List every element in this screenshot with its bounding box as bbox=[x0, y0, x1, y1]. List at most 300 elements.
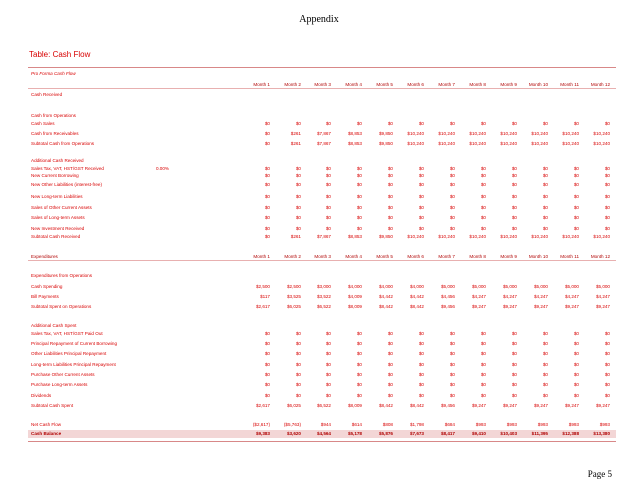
value-cell: $10,240 bbox=[531, 141, 548, 146]
value-cell: $0 bbox=[542, 351, 548, 356]
table-row bbox=[28, 172, 616, 180]
value-cell: $0 bbox=[542, 362, 548, 367]
value-cell: $0 bbox=[449, 121, 455, 126]
value-cell: $0 bbox=[295, 173, 301, 178]
value-cell: $0 bbox=[356, 205, 362, 210]
value-cell: $0 bbox=[542, 121, 548, 126]
value-cell: $0 bbox=[295, 215, 301, 220]
value-cell: $0 bbox=[449, 331, 455, 336]
value-cell: $10,240 bbox=[469, 141, 486, 146]
value-cell: $7,867 bbox=[316, 234, 331, 239]
month-header-cell: Month 3 bbox=[314, 254, 331, 259]
month-header-cell: Month 8 bbox=[469, 82, 486, 87]
value-cell: $2,617 bbox=[255, 403, 270, 408]
value-cell: $0 bbox=[387, 331, 393, 336]
row-label: Purchase Other Current Assets bbox=[31, 372, 95, 377]
table-title: Table: Cash Flow bbox=[29, 50, 91, 59]
value-cell: $0 bbox=[387, 121, 393, 126]
value-cell: $0 bbox=[511, 341, 517, 346]
value-cell: $0 bbox=[573, 226, 579, 231]
month-header-cell: Month 5 bbox=[376, 254, 393, 259]
tax-rate-cell: 0.00% bbox=[155, 166, 169, 171]
row-label: New Other Liabilities (interest-free) bbox=[31, 182, 102, 187]
row-label: Cash Sales bbox=[31, 121, 55, 126]
value-cell: $0 bbox=[604, 205, 610, 210]
value-cell: $10,240 bbox=[562, 131, 579, 136]
value-cell: $4,247 bbox=[533, 294, 548, 299]
value-cell: $5,876 bbox=[378, 431, 393, 436]
value-cell: $10,240 bbox=[438, 131, 455, 136]
value-cell: $0 bbox=[418, 362, 424, 367]
row-divider bbox=[28, 88, 616, 89]
month-header-cell: Month 9 bbox=[500, 254, 517, 259]
value-cell: $0 bbox=[264, 382, 270, 387]
row-label: Principal Repayment of Current Borrowing bbox=[31, 341, 118, 346]
value-cell: $10,240 bbox=[531, 131, 548, 136]
table-row bbox=[28, 272, 616, 280]
value-cell: $0 bbox=[356, 372, 362, 377]
value-cell: $4,564 bbox=[316, 431, 331, 436]
value-cell: $5,000 bbox=[440, 284, 455, 289]
value-cell: $0 bbox=[511, 226, 517, 231]
value-cell: $0 bbox=[604, 362, 610, 367]
value-cell: $0 bbox=[573, 215, 579, 220]
value-cell: $0 bbox=[449, 382, 455, 387]
value-cell: $0 bbox=[325, 341, 331, 346]
row-label: Subtotal Cash Spent bbox=[31, 403, 74, 408]
value-cell: $0 bbox=[264, 331, 270, 336]
value-cell: $0 bbox=[449, 205, 455, 210]
value-cell: $0 bbox=[325, 393, 331, 398]
value-cell: $0 bbox=[604, 372, 610, 377]
row-label: Cash from Receivables bbox=[31, 131, 79, 136]
value-cell: $0 bbox=[511, 121, 517, 126]
month-header-cell: Month 11 bbox=[560, 254, 579, 259]
table-row bbox=[28, 204, 616, 212]
table-row bbox=[28, 350, 616, 358]
value-cell: $0 bbox=[325, 215, 331, 220]
row-label: Sales of Other Current Assets bbox=[31, 205, 92, 210]
value-cell: $993 bbox=[506, 422, 517, 427]
table-row bbox=[28, 361, 616, 369]
value-cell: $0 bbox=[264, 141, 270, 146]
month-header-cell: Month 1 bbox=[253, 254, 270, 259]
month-header-cell: Month 10 bbox=[528, 254, 548, 259]
value-cell: $0 bbox=[511, 372, 517, 377]
value-cell: $0 bbox=[264, 205, 270, 210]
value-cell: $10,240 bbox=[407, 131, 424, 136]
value-cell: $0 bbox=[325, 226, 331, 231]
value-cell: $0 bbox=[573, 121, 579, 126]
value-cell: $10,403 bbox=[500, 431, 517, 436]
value-cell: $0 bbox=[418, 393, 424, 398]
value-cell: $0 bbox=[573, 351, 579, 356]
value-cell: $7,867 bbox=[316, 141, 331, 146]
value-cell: $0 bbox=[356, 215, 362, 220]
value-cell: $0 bbox=[325, 205, 331, 210]
value-cell: $0 bbox=[511, 205, 517, 210]
row-label: Cash from Operations bbox=[31, 113, 76, 118]
table-row bbox=[28, 181, 616, 189]
value-cell: $0 bbox=[573, 173, 579, 178]
value-cell: $0 bbox=[295, 341, 301, 346]
value-cell: $0 bbox=[604, 121, 610, 126]
value-cell: $117 bbox=[260, 294, 270, 299]
table-row bbox=[28, 340, 616, 348]
value-cell: $0 bbox=[480, 182, 486, 187]
table-row bbox=[28, 402, 616, 410]
value-cell: $9,850 bbox=[378, 141, 393, 146]
value-cell: $0 bbox=[264, 226, 270, 231]
value-cell: $0 bbox=[573, 372, 579, 377]
value-cell: $4,456 bbox=[440, 294, 455, 299]
value-cell: $4,000 bbox=[378, 284, 393, 289]
value-cell: $0 bbox=[418, 331, 424, 336]
value-cell: $0 bbox=[264, 182, 270, 187]
value-cell: $7,867 bbox=[316, 131, 331, 136]
value-cell: $0 bbox=[573, 331, 579, 336]
value-cell: $0 bbox=[449, 372, 455, 377]
cash-balance-row bbox=[28, 430, 616, 438]
value-cell: $0 bbox=[511, 362, 517, 367]
value-cell: $0 bbox=[264, 341, 270, 346]
value-cell: $0 bbox=[264, 131, 270, 136]
row-label: Dividends bbox=[31, 393, 52, 398]
row-label: Cash Spending bbox=[31, 284, 63, 289]
value-cell: $10,240 bbox=[438, 234, 455, 239]
table-row bbox=[28, 120, 616, 128]
value-cell: $0 bbox=[387, 341, 393, 346]
value-cell: $0 bbox=[511, 351, 517, 356]
value-cell: $0 bbox=[264, 351, 270, 356]
value-cell: $0 bbox=[449, 173, 455, 178]
value-cell: $9,247 bbox=[564, 304, 579, 309]
value-cell: $3,000 bbox=[316, 284, 331, 289]
value-cell: $4,000 bbox=[347, 284, 362, 289]
value-cell: $4,247 bbox=[471, 294, 486, 299]
value-cell: $2,500 bbox=[286, 284, 301, 289]
value-cell: $10,240 bbox=[500, 141, 517, 146]
table-row bbox=[28, 91, 616, 99]
value-cell: $0 bbox=[480, 351, 486, 356]
value-cell: $0 bbox=[480, 372, 486, 377]
value-cell: $8,853 bbox=[347, 234, 362, 239]
table-row bbox=[28, 157, 616, 165]
value-cell: $8,417 bbox=[440, 431, 455, 436]
month-header-cell: Month 3 bbox=[314, 82, 331, 87]
value-cell: $3,620 bbox=[286, 431, 301, 436]
month-header-cell: Month 11 bbox=[560, 82, 579, 87]
value-cell: $0 bbox=[325, 372, 331, 377]
value-cell: $0 bbox=[325, 351, 331, 356]
value-cell: $0 bbox=[356, 121, 362, 126]
value-cell: $4,000 bbox=[409, 284, 424, 289]
value-cell: $0 bbox=[542, 382, 548, 387]
value-cell: $12,388 bbox=[562, 431, 579, 436]
value-cell: $8,009 bbox=[347, 403, 362, 408]
value-cell: $0 bbox=[418, 121, 424, 126]
value-cell: $9,850 bbox=[378, 234, 393, 239]
value-cell: $5,000 bbox=[564, 284, 579, 289]
value-cell: $0 bbox=[511, 215, 517, 220]
value-cell: $0 bbox=[604, 226, 610, 231]
value-cell: $0 bbox=[295, 182, 301, 187]
month-header-cell: Month 10 bbox=[528, 82, 548, 87]
table-row bbox=[28, 371, 616, 379]
value-cell: $0 bbox=[449, 215, 455, 220]
row-label: New Current Borrowing bbox=[31, 173, 79, 178]
value-cell: $0 bbox=[604, 194, 610, 199]
value-cell: $6,522 bbox=[316, 304, 331, 309]
value-cell: $0 bbox=[387, 226, 393, 231]
month-header-cell: Month 2 bbox=[284, 82, 301, 87]
value-cell: $0 bbox=[387, 215, 393, 220]
value-cell: $0 bbox=[356, 382, 362, 387]
value-cell: $0 bbox=[325, 194, 331, 199]
value-cell: $0 bbox=[542, 226, 548, 231]
value-cell: $0 bbox=[604, 166, 610, 171]
value-cell: $944 bbox=[320, 422, 331, 427]
value-cell: $0 bbox=[542, 173, 548, 178]
value-cell: $0 bbox=[542, 182, 548, 187]
value-cell: $0 bbox=[356, 331, 362, 336]
month-header-cell: Month 8 bbox=[469, 254, 486, 259]
row-label: Expenditures bbox=[31, 254, 58, 259]
value-cell: $8,442 bbox=[409, 403, 424, 408]
value-cell: $0 bbox=[418, 166, 424, 171]
value-cell: $0 bbox=[604, 341, 610, 346]
value-cell: $4,247 bbox=[564, 294, 579, 299]
value-cell: $10,240 bbox=[593, 234, 610, 239]
value-cell: $0 bbox=[387, 351, 393, 356]
row-label: Other Liabilities Principal Repayment bbox=[31, 351, 107, 356]
value-cell: $4,009 bbox=[347, 294, 362, 299]
row-label: New Long-term Liabilities bbox=[31, 194, 83, 199]
value-cell: $9,247 bbox=[595, 403, 610, 408]
value-cell: $0 bbox=[356, 362, 362, 367]
value-cell: $8,442 bbox=[378, 304, 393, 309]
table-row bbox=[28, 130, 616, 138]
value-cell: $0 bbox=[604, 382, 610, 387]
value-cell: $10,240 bbox=[438, 141, 455, 146]
value-cell: $5,178 bbox=[347, 431, 362, 436]
value-cell: $10,240 bbox=[407, 141, 424, 146]
page-number: Page 5 bbox=[587, 469, 612, 479]
value-cell: $0 bbox=[264, 393, 270, 398]
value-cell: $10,240 bbox=[562, 234, 579, 239]
row-label: Cash Balance bbox=[31, 431, 62, 436]
table-row bbox=[28, 421, 616, 429]
value-cell: $0 bbox=[573, 393, 579, 398]
value-cell: $0 bbox=[295, 205, 301, 210]
value-cell: $261 bbox=[290, 131, 301, 136]
value-cell: $0 bbox=[480, 121, 486, 126]
row-label: New Investment Received bbox=[31, 226, 85, 231]
value-cell: $0 bbox=[264, 121, 270, 126]
value-cell: $0 bbox=[387, 194, 393, 199]
table-subtitle-row bbox=[28, 70, 616, 78]
value-cell: $11,395 bbox=[531, 431, 548, 436]
value-cell: $9,247 bbox=[471, 403, 486, 408]
table-row bbox=[28, 112, 616, 120]
value-cell: $0 bbox=[418, 341, 424, 346]
value-cell: $0 bbox=[511, 393, 517, 398]
value-cell: $0 bbox=[418, 194, 424, 199]
value-cell: $0 bbox=[295, 226, 301, 231]
table-row bbox=[28, 140, 616, 148]
value-cell: $0 bbox=[418, 351, 424, 356]
value-cell: $5,000 bbox=[533, 284, 548, 289]
value-cell: $10,240 bbox=[469, 131, 486, 136]
value-cell: $0 bbox=[542, 341, 548, 346]
value-cell: $0 bbox=[480, 205, 486, 210]
row-label: Subtotal Cash from Operations bbox=[31, 141, 95, 146]
value-cell: $0 bbox=[573, 341, 579, 346]
value-cell: $0 bbox=[356, 182, 362, 187]
row-label: Expenditures from Operations bbox=[31, 273, 93, 278]
value-cell: $10,240 bbox=[500, 131, 517, 136]
value-cell: $9,247 bbox=[595, 304, 610, 309]
value-cell: $6,522 bbox=[316, 403, 331, 408]
value-cell: $0 bbox=[604, 331, 610, 336]
value-cell: $0 bbox=[325, 166, 331, 171]
table-row bbox=[28, 193, 616, 201]
table-row bbox=[28, 293, 616, 301]
value-cell: $2,617 bbox=[255, 304, 270, 309]
value-cell: $0 bbox=[511, 194, 517, 199]
value-cell: $4,442 bbox=[378, 294, 393, 299]
value-cell: $0 bbox=[264, 372, 270, 377]
month-header-cell: Month 7 bbox=[438, 82, 455, 87]
value-cell: $0 bbox=[511, 166, 517, 171]
value-cell: $0 bbox=[604, 182, 610, 187]
value-cell: $0 bbox=[511, 173, 517, 178]
value-cell: $0 bbox=[573, 194, 579, 199]
value-cell: $0 bbox=[295, 351, 301, 356]
table-row bbox=[28, 322, 616, 330]
month-header-cell: Month 12 bbox=[590, 82, 610, 87]
value-cell: $9,383 bbox=[255, 431, 270, 436]
value-cell: $0 bbox=[542, 194, 548, 199]
value-cell: $10,240 bbox=[593, 141, 610, 146]
row-label: Sales Tax, VAT, HST/GST Paid Out bbox=[31, 331, 103, 336]
row-label: Purchase Long-term Assets bbox=[31, 382, 88, 387]
value-cell: $993 bbox=[537, 422, 548, 427]
value-cell: $10,240 bbox=[407, 234, 424, 239]
value-cell: $0 bbox=[542, 166, 548, 171]
value-cell: $0 bbox=[542, 215, 548, 220]
value-cell: $9,247 bbox=[533, 304, 548, 309]
value-cell: $0 bbox=[387, 182, 393, 187]
month-header-cell: Month 4 bbox=[345, 82, 362, 87]
value-cell: ($5,763) bbox=[283, 422, 301, 427]
value-cell: $7,673 bbox=[409, 431, 424, 436]
table-row bbox=[28, 233, 616, 241]
value-cell: $0 bbox=[480, 393, 486, 398]
month-header-cell: Month 9 bbox=[500, 82, 517, 87]
month-header-cell: Month 12 bbox=[590, 254, 610, 259]
value-cell: $0 bbox=[418, 173, 424, 178]
value-cell: $8,442 bbox=[378, 403, 393, 408]
value-cell: $993 bbox=[599, 422, 610, 427]
value-cell: $0 bbox=[264, 234, 270, 239]
table-subtitle: Pro Forma Cash Flow bbox=[31, 71, 76, 76]
row-label: Additional Cash Spent bbox=[31, 323, 77, 328]
value-cell: $9,456 bbox=[440, 304, 455, 309]
value-cell: $0 bbox=[356, 166, 362, 171]
value-cell: $0 bbox=[264, 173, 270, 178]
value-cell: $0 bbox=[325, 182, 331, 187]
month-header-cell: Month 6 bbox=[407, 254, 424, 259]
page-header: Appendix bbox=[299, 14, 339, 25]
value-cell: $0 bbox=[604, 393, 610, 398]
table-row bbox=[28, 214, 616, 222]
value-cell: $8,853 bbox=[347, 131, 362, 136]
value-cell: $0 bbox=[604, 351, 610, 356]
value-cell: $0 bbox=[418, 215, 424, 220]
value-cell: $261 bbox=[290, 234, 301, 239]
value-cell: $10,240 bbox=[469, 234, 486, 239]
value-cell: $3,522 bbox=[316, 294, 331, 299]
value-cell: $0 bbox=[480, 166, 486, 171]
value-cell: $0 bbox=[295, 372, 301, 377]
value-cell: $4,247 bbox=[595, 294, 610, 299]
value-cell: $684 bbox=[444, 422, 455, 427]
month-header-cell: Month 1 bbox=[253, 82, 270, 87]
value-cell: $10,240 bbox=[562, 141, 579, 146]
value-cell: $0 bbox=[542, 393, 548, 398]
value-cell: $0 bbox=[542, 372, 548, 377]
value-cell: $8,009 bbox=[347, 304, 362, 309]
row-label: Sales Tax, VAT, HST/GST Received bbox=[31, 166, 104, 171]
month-header-cell: Month 2 bbox=[284, 254, 301, 259]
value-cell: $4,442 bbox=[409, 294, 424, 299]
value-cell: $1,798 bbox=[409, 422, 424, 427]
value-cell: $0 bbox=[295, 121, 301, 126]
value-cell: $9,247 bbox=[502, 403, 517, 408]
value-cell: ($2,617) bbox=[252, 422, 270, 427]
value-cell: $0 bbox=[480, 362, 486, 367]
value-cell: $0 bbox=[480, 194, 486, 199]
value-cell: $2,500 bbox=[255, 284, 270, 289]
value-cell: $9,247 bbox=[502, 304, 517, 309]
value-cell: $0 bbox=[387, 382, 393, 387]
value-cell: $0 bbox=[449, 351, 455, 356]
value-cell: $0 bbox=[295, 331, 301, 336]
value-cell: $0 bbox=[356, 351, 362, 356]
value-cell: $8,442 bbox=[409, 304, 424, 309]
value-cell: $0 bbox=[325, 121, 331, 126]
value-cell: $0 bbox=[511, 382, 517, 387]
row-label: Long-term Liabilities Principal Repayment bbox=[31, 362, 116, 367]
value-cell: $0 bbox=[573, 362, 579, 367]
value-cell: $9,247 bbox=[564, 403, 579, 408]
value-cell: $0 bbox=[295, 393, 301, 398]
value-cell: $0 bbox=[511, 182, 517, 187]
value-cell: $808 bbox=[382, 422, 393, 427]
table-row bbox=[28, 381, 616, 389]
month-header-cell: Month 6 bbox=[407, 82, 424, 87]
value-cell: $0 bbox=[356, 393, 362, 398]
value-cell: $9,247 bbox=[471, 304, 486, 309]
table-row bbox=[28, 330, 616, 338]
value-cell: $0 bbox=[387, 166, 393, 171]
value-cell: $13,380 bbox=[593, 431, 610, 436]
value-cell: $0 bbox=[480, 226, 486, 231]
row-divider bbox=[28, 260, 616, 261]
table-row bbox=[28, 303, 616, 311]
row-label: Subtotal Cash Received bbox=[31, 234, 81, 239]
